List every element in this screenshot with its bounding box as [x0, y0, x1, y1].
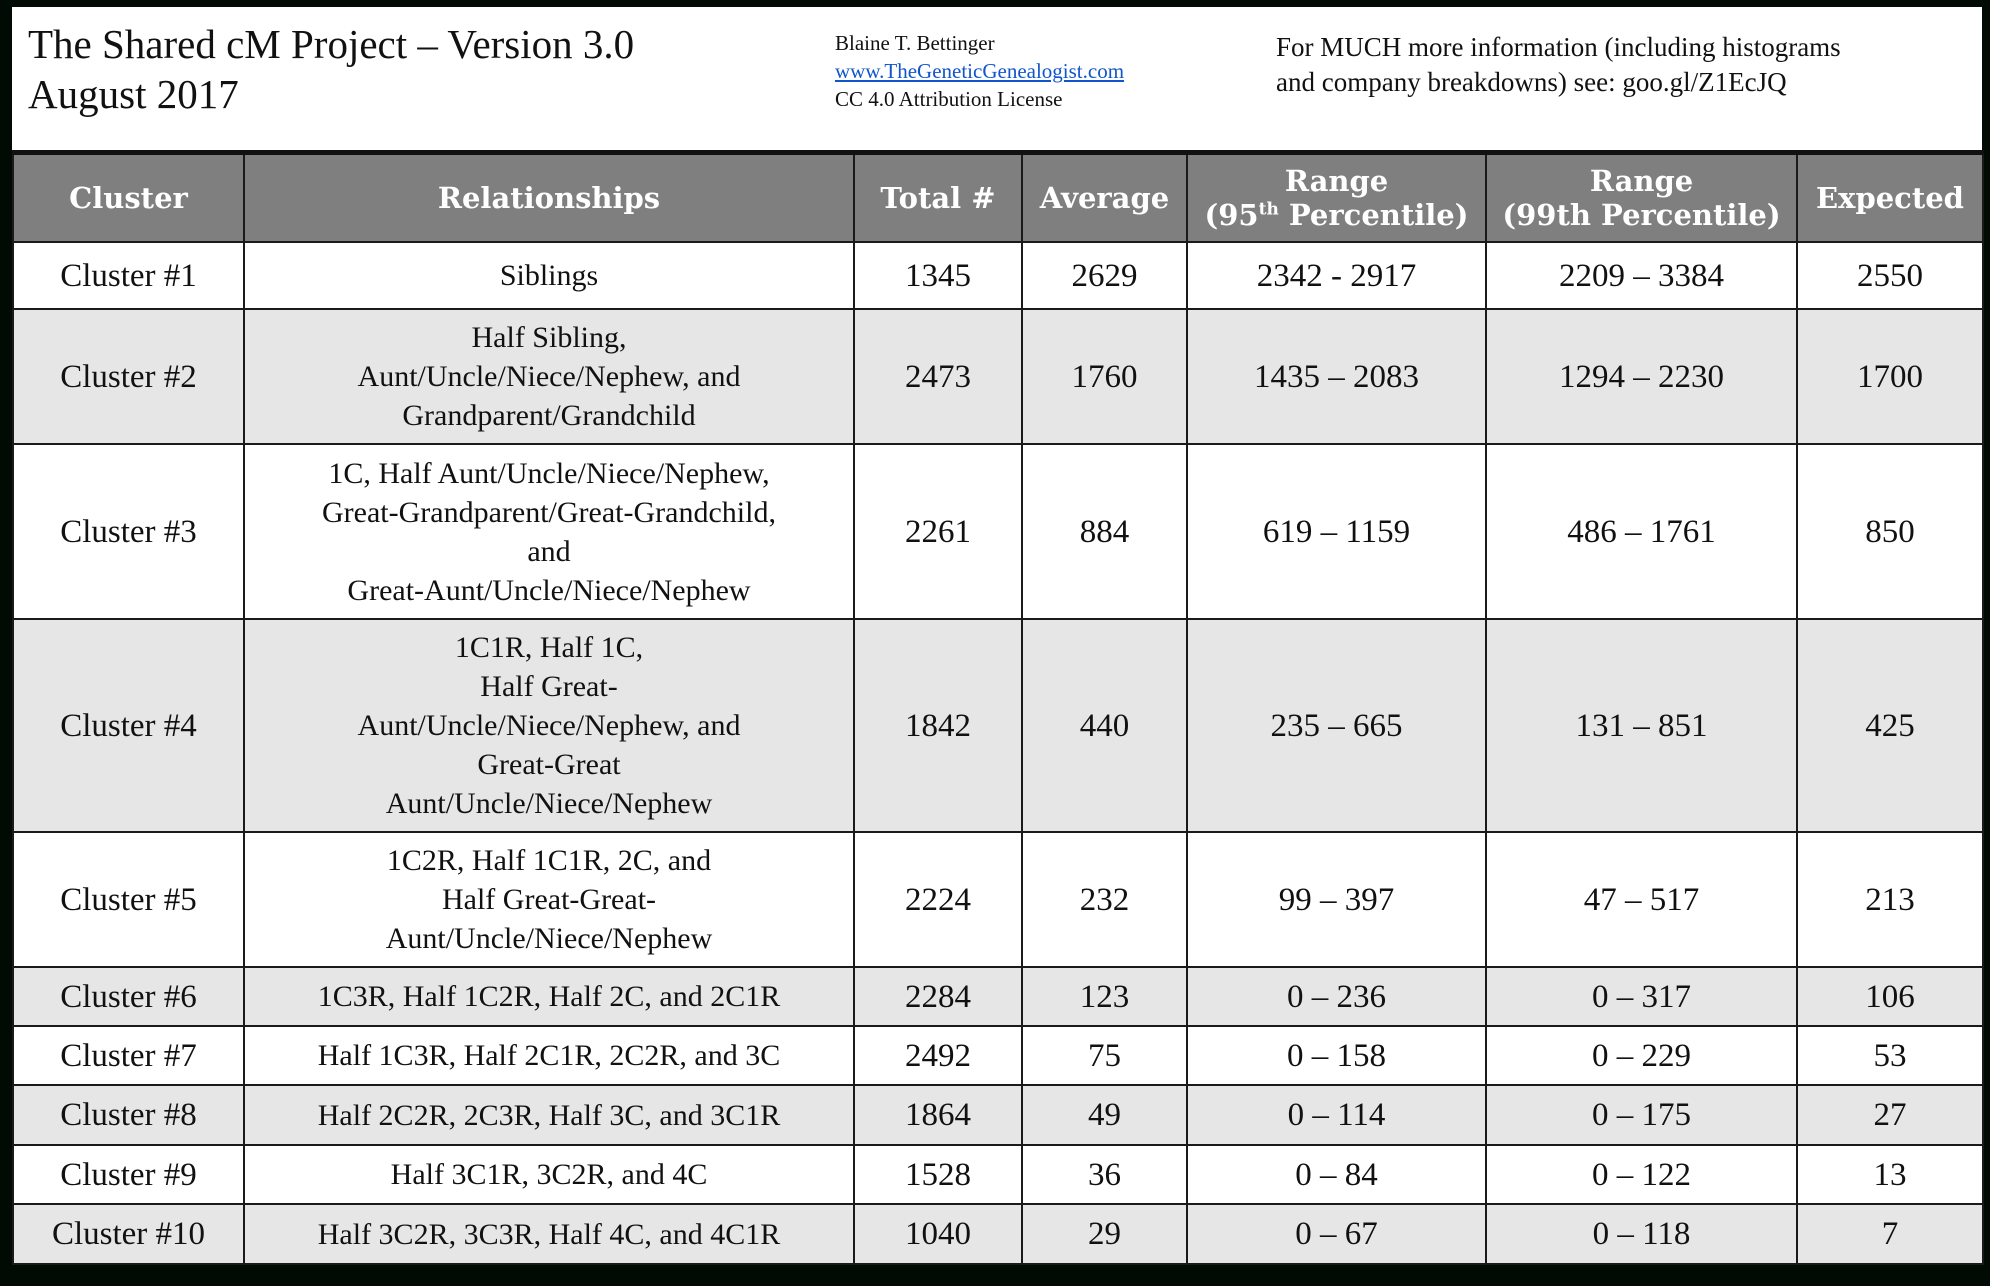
relationships-cell: [244, 619, 854, 832]
relationship-line: 1C3R, Half 1C2R, Half 2C, and 2C1R: [317, 980, 781, 1013]
column-header-total: Total #: [854, 153, 1022, 243]
author-block: [835, 29, 1124, 113]
average-cell: 440: [1022, 619, 1187, 832]
header-line: Range: [1589, 164, 1694, 198]
expected-cell: 2550: [1797, 242, 1983, 309]
relationships-cell: [244, 1026, 854, 1085]
range-95-cell: 0 – 114: [1187, 1085, 1486, 1145]
range-99-cell: 2209 – 3384: [1486, 242, 1797, 309]
more-info-line: For MUCH more information (including histograms: [1276, 32, 1841, 62]
range-99-cell: 0 – 122: [1486, 1145, 1797, 1204]
column-header-relationships: Relationships: [244, 153, 854, 243]
cluster-cell: Cluster #4: [13, 619, 244, 832]
relationship-line: Half 3C1R, 3C2R, and 4C: [390, 1158, 708, 1191]
column-header-range-95: [1187, 153, 1486, 243]
more-info-line: and company breakdowns) see: goo.gl/Z1EcJQ: [1276, 67, 1787, 97]
expected-cell: 213: [1797, 832, 1983, 967]
table-row: [13, 619, 1983, 832]
cluster-cell: Cluster #3: [13, 444, 244, 619]
cluster-cell: Cluster #6: [13, 967, 244, 1026]
relationship-line: Great-Aunt/Uncle/Niece/Nephew: [347, 573, 751, 607]
range-99-cell: 131 – 851: [1486, 619, 1797, 832]
cluster-cell: Cluster #5: [13, 832, 244, 967]
expected-cell: 7: [1797, 1204, 1983, 1264]
range-99-cell: 1294 – 2230: [1486, 309, 1797, 444]
cluster-cell: Cluster #10: [13, 1204, 244, 1264]
average-cell: 49: [1022, 1085, 1187, 1145]
table-header-row: [13, 153, 1983, 243]
relationship-line: Half 2C2R, 2C3R, Half 3C, and 3C1R: [317, 1098, 781, 1132]
relationships-cell: [244, 1085, 854, 1145]
table-row: [13, 242, 1983, 309]
relationship-line: Half 1C3R, Half 2C1R, 2C2R, and 3C: [317, 1039, 781, 1072]
total-cell: 2224: [854, 832, 1022, 967]
expected-cell: 27: [1797, 1085, 1983, 1145]
average-cell: 123: [1022, 967, 1187, 1026]
column-header-range-99: [1486, 153, 1797, 243]
table-row: [13, 832, 1983, 967]
table-body: [13, 242, 1983, 1264]
average-cell: 2629: [1022, 242, 1187, 309]
header-line: Range: [1284, 164, 1389, 198]
relationship-line: Half Great-: [480, 670, 618, 703]
relationship-line: Great-Grandparent/Great-Grandchild,: [322, 495, 776, 529]
range-95-cell: 2342 - 2917: [1187, 242, 1486, 309]
relationship-line: Aunt/Uncle/Niece/Nephew, and: [357, 709, 741, 742]
column-header-average: Average: [1022, 153, 1187, 243]
range-95-cell: 99 – 397: [1187, 832, 1486, 967]
range-99-cell: 0 – 118: [1486, 1204, 1797, 1264]
table-row: [13, 1204, 1983, 1264]
cluster-cell: Cluster #8: [13, 1085, 244, 1145]
table-row: [13, 444, 1983, 619]
relationships-cell: [244, 967, 854, 1026]
average-cell: 232: [1022, 832, 1187, 967]
range-95-cell: 619 – 1159: [1187, 444, 1486, 619]
relationship-line: Aunt/Uncle/Niece/Nephew: [385, 787, 713, 820]
document-header: [12, 7, 1982, 150]
relationships-cell: [244, 832, 854, 967]
range-99-cell: 486 – 1761: [1486, 444, 1797, 619]
relationships-cell: [244, 242, 854, 309]
expected-cell: 425: [1797, 619, 1983, 832]
range-95-cell: 235 – 665: [1187, 619, 1486, 832]
header-line: (99th Percentile): [1502, 198, 1781, 232]
table-row: [13, 1085, 1983, 1145]
author-name: Blaine T. Bettinger: [835, 31, 995, 55]
header-text: (95: [1204, 198, 1259, 232]
total-cell: 2261: [854, 444, 1022, 619]
relationship-line: Grandparent/Grandchild: [402, 399, 696, 432]
cluster-cell: Cluster #9: [13, 1145, 244, 1204]
relationships-cell: [244, 309, 854, 444]
column-header-cluster: Cluster: [13, 153, 244, 243]
relationship-line: Aunt/Uncle/Niece/Nephew, and: [357, 360, 741, 393]
expected-cell: 13: [1797, 1145, 1983, 1204]
range-95-cell: 0 – 67: [1187, 1204, 1486, 1264]
date-line: August 2017: [28, 71, 239, 117]
relationships-cell: [244, 1145, 854, 1204]
document-sheet: [12, 7, 1982, 1263]
table-row: [13, 1026, 1983, 1085]
range-99-cell: 0 – 175: [1486, 1085, 1797, 1145]
total-cell: 1345: [854, 242, 1022, 309]
header-line: [1192, 198, 1481, 232]
relationship-line: Great-Great: [477, 748, 621, 781]
expected-cell: 106: [1797, 967, 1983, 1026]
range-95-cell: 1435 – 2083: [1187, 309, 1486, 444]
relationship-line: 1C1R, Half 1C,: [454, 631, 644, 664]
relationship-line: Half Sibling,: [471, 321, 627, 354]
cluster-cell: Cluster #1: [13, 242, 244, 309]
author-website-link[interactable]: www.TheGeneticGenealogist.com: [835, 59, 1125, 83]
table-row: [13, 1145, 1983, 1204]
relationship-line: Aunt/Uncle/Niece/Nephew: [385, 922, 713, 955]
total-cell: 2473: [854, 309, 1022, 444]
range-95-cell: 0 – 236: [1187, 967, 1486, 1026]
relationship-line: 1C, Half Aunt/Uncle/Niece/Nephew,: [328, 456, 770, 490]
relationship-line: 1C2R, Half 1C1R, 2C, and: [386, 844, 712, 877]
cluster-cell: Cluster #2: [13, 309, 244, 444]
page-title: [28, 19, 634, 119]
average-cell: 884: [1022, 444, 1187, 619]
total-cell: 2284: [854, 967, 1022, 1026]
relationship-line: Half 3C2R, 3C3R, Half 4C, and 4C1R: [317, 1217, 781, 1251]
table-row: [13, 309, 1983, 444]
license-text: CC 4.0 Attribution License: [835, 87, 1063, 111]
range-95-cell: 0 – 158: [1187, 1026, 1486, 1085]
title-line: The Shared cM Project – Version 3.0: [28, 21, 635, 67]
column-header-expected: Expected: [1797, 153, 1983, 243]
range-99-cell: 47 – 517: [1486, 832, 1797, 967]
total-cell: 1864: [854, 1085, 1022, 1145]
range-99-cell: 0 – 229: [1486, 1026, 1797, 1085]
shared-cm-table: [12, 150, 1984, 1265]
range-99-cell: 0 – 317: [1486, 967, 1797, 1026]
average-cell: 1760: [1022, 309, 1187, 444]
expected-cell: 1700: [1797, 309, 1983, 444]
relationships-cell: [244, 444, 854, 619]
more-info-note: [1276, 30, 1841, 100]
range-95-cell: 0 – 84: [1187, 1145, 1486, 1204]
relationship-line: Half Great-Great-: [441, 883, 657, 916]
average-cell: 29: [1022, 1204, 1187, 1264]
header-text: Percentile): [1278, 198, 1469, 232]
average-cell: 36: [1022, 1145, 1187, 1204]
relationships-cell: [244, 1204, 854, 1264]
relationship-line: Siblings: [499, 259, 599, 292]
average-cell: 75: [1022, 1026, 1187, 1085]
total-cell: 2492: [854, 1026, 1022, 1085]
relationship-line: and: [527, 534, 571, 568]
expected-cell: 53: [1797, 1026, 1983, 1085]
superscript: th: [1258, 199, 1279, 220]
total-cell: 1040: [854, 1204, 1022, 1264]
expected-cell: 850: [1797, 444, 1983, 619]
table-row: [13, 967, 1983, 1026]
total-cell: 1842: [854, 619, 1022, 832]
total-cell: 1528: [854, 1145, 1022, 1204]
cluster-cell: Cluster #7: [13, 1026, 244, 1085]
